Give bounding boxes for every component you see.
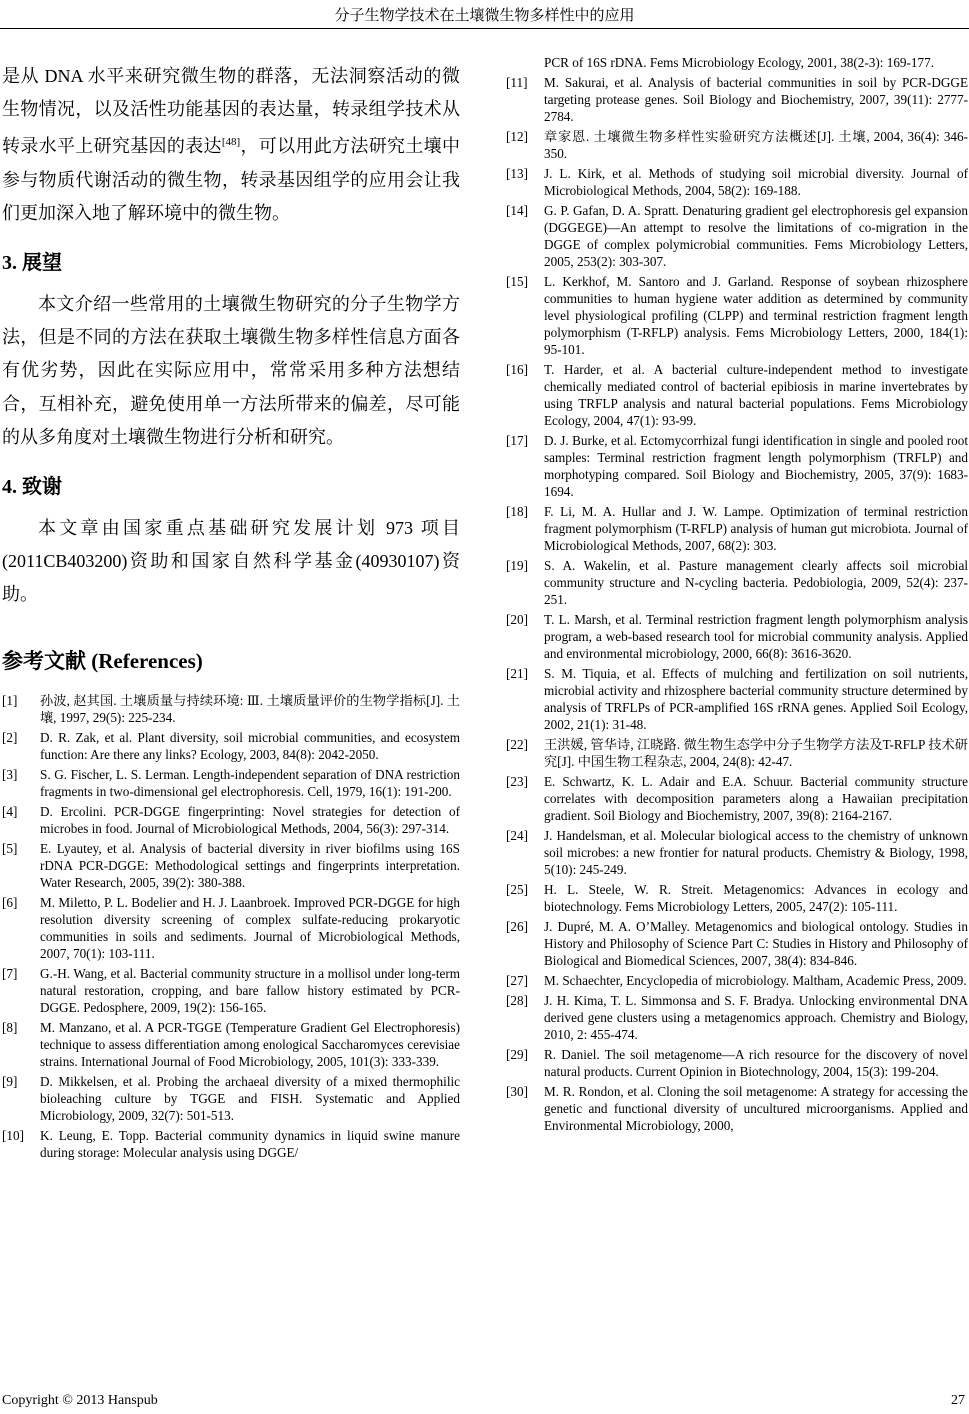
reference-number: [24] — [506, 828, 528, 843]
reference-item — [506, 165, 968, 199]
reference-item — [506, 273, 968, 358]
reference-item — [506, 557, 968, 608]
reference-number: [3] — [2, 766, 18, 782]
reference-text: 章家恩. 土壤微生物多样性实验研究方法概述[J]. 土壤, 2004, 36(4): 346-350. — [544, 129, 968, 161]
reference-text: D. J. Burke, et al. Ectomycorrhizal fungi identification in single and pooled root samples: Terminal restriction fragment length polymorphism (TRFLP) and morphotyping compared. Soil Biology and Biochemistry, 2005, 37(9): 1683-1694. — [544, 433, 968, 499]
reference-number: [14] — [506, 203, 528, 218]
reference-item — [506, 827, 968, 878]
reference-text: M. Miletto, P. L. Bodelier and H. J. Laanbroek. Improved PCR-DGGE for high resolution diversity screening of complex sulfate-reducing prokaryotic communities in soils and sediments. Journal of Microbiological Methods, 2007, 70(1): 103-111. — [40, 894, 460, 961]
reference-number: [26] — [506, 919, 528, 934]
reference-number: [30] — [506, 1084, 528, 1099]
reference-text: J. H. Kima, T. L. Simmonsa and S. F. Bradya. Unlocking environmental DNA derived gene clusters using a metagenomics approach. Chemistry and Biology, 2010, 2: 455-474. — [544, 993, 968, 1042]
reference-number: [18] — [506, 504, 528, 519]
reference-number: [2] — [2, 729, 18, 745]
heading-outlook: 3. 展望 — [2, 252, 62, 275]
reference-text: S. A. Wakelin, et al. Pasture management clearly affects soil microbial community structure and N-cycling bacteria. Pedobiologia, 2009, 52(4): 237-251. — [544, 558, 968, 607]
reference-number: [23] — [506, 774, 528, 789]
footer-page-number: 27 — [951, 1393, 965, 1408]
reference-text: T. Harder, et al. A bacterial culture-independent method to investigate chemically mediated control of bacterial epibiosis in marine invertebrates by using TRFLP analysis and natural bacterial populations. Fems Microbiology Ecology, 2004, 47(1): 93-99. — [544, 362, 968, 428]
reference-number: [5] — [2, 840, 18, 856]
reference-text: F. Li, M. A. Hullar and J. W. Lampe. Optimization of terminal restriction fragment polymorphism (T-RFLP) analysis of human gut microbiota. Journal of Microbiological Methods, 2007, 68(2): 303. — [544, 504, 968, 553]
reference-number: [28] — [506, 993, 528, 1008]
heading-references: 参考文献 (References) — [2, 648, 203, 673]
reference-item — [2, 965, 460, 1016]
reference-item — [506, 665, 968, 733]
reference-item — [2, 894, 460, 962]
reference-number: [27] — [506, 973, 528, 988]
intro-text-tail: ，可以用此方法研究土壤中参与物质代谢活动的微生物，转录基因组学的应用会让我们更加深入地了解环境中的微生物。 — [2, 136, 461, 223]
reference-text: S. M. Tiquia, et al. Effects of mulching and fertilization on soil nutrients, microbial activity and rhizosphere bacterial community structure determined by analysis of TRFLPs of PCR-amplified 16S rRNA genes. Applied Soil Ecology, 2002, 21(1): 31-48. — [544, 666, 968, 732]
reference-item — [2, 803, 460, 837]
reference-text: M. Manzano, et al. A PCR-TGGE (Temperature Gradient Gel Electrophoresis) technique to assess differentiation among enological Saccharomyces cerevisiae strains. International Journal of Food Microbiology, 2005, 101(3): 333-339. — [40, 1019, 460, 1069]
reference-item — [506, 361, 968, 429]
reference-number: [7] — [2, 965, 18, 981]
acknowledgements-paragraph: 本文章由国家重点基础研究发展计划 973 项目(2011CB403200)资助和国家自然科学基金(40930107)资助。 — [2, 518, 460, 605]
reference-item — [506, 992, 968, 1043]
reference-number: [8] — [2, 1019, 18, 1035]
reference-item — [506, 503, 968, 554]
reference-number: [13] — [506, 166, 528, 181]
reference-text: E. Schwartz, K. L. Adair and E.A. Schuur. Bacterial community structure correlates with decomposition parameters along a Hawaiian precipitation gradient. Soil Biology and Biochemistry, 2007, 39(8): 2164-2167. — [544, 774, 968, 823]
reference-item — [506, 972, 968, 989]
header-rule — [0, 28, 969, 29]
reference-number: [6] — [2, 894, 18, 910]
reference-item — [506, 773, 968, 824]
reference-item — [506, 128, 968, 162]
reference-number: [21] — [506, 666, 528, 681]
reference-number: [17] — [506, 433, 528, 448]
reference-item — [506, 54, 968, 71]
running-header: 分子生物学技术在土壤微生物多样性中的应用 — [334, 8, 635, 24]
reference-text: PCR of 16S rDNA. Fems Microbiology Ecology, 2001, 38(2-3): 169-177. — [544, 55, 934, 70]
reference-text: D. R. Zak, et al. Plant diversity, soil microbial communities, and ecosystem function: Are there any links? Ecology, 2003, 84(8): 2042-2050. — [40, 729, 460, 762]
reference-number: [10] — [2, 1127, 24, 1143]
reference-text: E. Lyautey, et al. Analysis of bacterial diversity in river biofilms using 16S rDNA PCR-DGGE: Methodological settings and fingerprints interpretation. Water Research, 2005, 39(2): 380-388. — [40, 840, 460, 890]
reference-text: J. Dupré, M. A. O’Malley. Metagenomics and biological ontology. Studies in History and Philosophy of Science Part C: Studies in History and Philosophy of Biological and Biomedical Sciences, 2007, 38(4): 834-846. — [544, 919, 968, 968]
reference-text: J. Handelsman, et al. Molecular biological access to the chemistry of unknown soil microbes: a new frontier for natural products. Chemistry & Biology, 1998, 5(10): 245-249. — [544, 828, 968, 877]
reference-item — [2, 692, 460, 726]
reference-text: D. Mikkelsen, et al. Probing the archaeal diversity of a mixed thermophilic bioleaching culture by TGGE and FISH. Systematic and Applied Microbiology, 2009, 32(7): 501-513. — [40, 1073, 460, 1123]
reference-number: [1] — [2, 692, 18, 708]
reference-item — [2, 1073, 460, 1124]
citation-48: [48] — [221, 136, 241, 149]
reference-number: [29] — [506, 1047, 528, 1062]
reference-item — [2, 1019, 460, 1070]
reference-item — [2, 766, 460, 800]
reference-number: [25] — [506, 882, 528, 897]
reference-list-left — [2, 692, 460, 1161]
reference-text: H. L. Steele, W. R. Streit. Metagenomics: Advances in ecology and biotechnology. Fems Microbiology Letters, 2005, 247(2): 105-111. — [544, 882, 968, 914]
reference-item — [2, 1127, 460, 1161]
reference-text: R. Daniel. The soil metagenome—A rich resource for the discovery of novel natural products. Current Opinion in Biotechnology, 2004, 15(3): 199-204. — [544, 1047, 968, 1079]
reference-text: M. Sakurai, et al. Analysis of bacterial communities in soil by PCR-DGGE targeting protease genes. Soil Biology and Biochemistry, 2007, 39(11): 2777-2784. — [544, 75, 968, 124]
reference-item — [506, 611, 968, 662]
reference-list-right — [506, 54, 968, 1134]
intro-paragraph — [2, 60, 460, 230]
reference-text: J. L. Kirk, et al. Methods of studying soil microbial diversity. Journal of Microbiological Methods, 2004, 58(2): 169-188. — [544, 166, 968, 198]
reference-number: [22] — [506, 737, 528, 752]
right-column — [506, 54, 968, 1137]
left-column — [2, 60, 460, 1164]
reference-item — [506, 881, 968, 915]
reference-item — [506, 432, 968, 500]
reference-item — [506, 1083, 968, 1134]
reference-text: L. Kerkhof, M. Santoro and J. Garland. Response of soybean rhizosphere communities to human hygiene water addition as determined by community level physiological profiling (CLPP) and terminal restriction fragment length polymorphism (T-RFLP) analysis. Fems Microbiology Letters, 2000, 184(1): 95-101. — [544, 274, 968, 357]
intro-text: 是从 DNA 水平来研究微生物的群落，无法洞察活动的微生物情况，以及活性功能基因的表达量，转录组学技术从转录水平上研究基因的表达 — [2, 66, 460, 157]
reference-number: [9] — [2, 1073, 18, 1089]
reference-number: [11] — [506, 75, 528, 90]
outlook-paragraph: 本文介绍一些常用的土壤微生物研究的分子生物学方法，但是不同的方法在获取土壤微生物多样性信息方面各有优劣势，因此在实际应用中，常常采用多种方法想结合，互相补充，避免使用单一方法所带来的偏差，尽可能的从多角度对土壤微生物进行分析和研究。 — [2, 294, 460, 447]
reference-item — [506, 736, 968, 770]
reference-text: T. L. Marsh, et al. Terminal restriction fragment length polymorphism analysis program, a web-based research tool for microbial community analysis. Applied and environmental microbiology, 2000, 66(8): 3616-3620. — [544, 612, 968, 661]
reference-text: G.-H. Wang, et al. Bacterial community structure in a mollisol under long-term natural restoration, cropping, and bare fallow history estimated by PCR-DGGE. Pedosphere, 2009, 19(2): 156-165. — [40, 965, 460, 1015]
reference-number: [19] — [506, 558, 528, 573]
reference-number: [4] — [2, 803, 18, 819]
reference-number — [506, 54, 544, 71]
reference-item — [2, 729, 460, 763]
reference-item — [2, 840, 460, 891]
heading-acknowledgements: 4. 致谢 — [2, 476, 62, 499]
reference-item — [506, 202, 968, 270]
reference-item — [506, 1046, 968, 1080]
reference-text: D. Ercolini. PCR-DGGE fingerprinting: Novel strategies for detection of microbes in food. Journal of Microbiological Methods, 2004, 56(3): 297-314. — [40, 803, 460, 836]
footer-copyright: Copyright © 2013 Hanspub — [2, 1393, 158, 1408]
reference-number: [15] — [506, 274, 528, 289]
reference-item — [506, 74, 968, 125]
reference-text: 王洪媛, 管华诗, 江晓路. 微生物生态学中分子生物学方法及T-RFLP 技术研究[J]. 中国生物工程杂志, 2004, 24(8): 42-47. — [544, 737, 968, 769]
reference-number: [16] — [506, 362, 528, 377]
reference-text: S. G. Fischer, L. S. Lerman. Length-independent separation of DNA restriction fragments in two-dimensional gel electrophoresis. Cell, 1979, 16(1): 191-200. — [40, 766, 460, 799]
reference-text: M. Schaechter, Encyclopedia of microbiology. Maltham, Academic Press, 2009. — [544, 973, 967, 988]
reference-text: G. P. Gafan, D. A. Spratt. Denaturing gradient gel electrophoresis gel expansion (DGGEGE)—An attempt to resolve the limitations of co-migration in the DGGE of complex polymicrobial communities. Fems Microbiology Letters, 2005, 253(2): 303-307. — [544, 203, 968, 269]
reference-number: [20] — [506, 612, 528, 627]
reference-text: K. Leung, E. Topp. Bacterial community dynamics in liquid swine manure during storage: Molecular analysis using DGGE/ — [40, 1127, 460, 1160]
reference-text: M. R. Rondon, et al. Cloning the soil metagenome: A strategy for accessing the genetic and functional diversity of uncultured microorganisms. Applied and Environmental Microbiology, 2000, — [544, 1084, 968, 1133]
reference-number: [12] — [506, 129, 528, 144]
reference-item — [506, 918, 968, 969]
reference-text: 孙波, 赵其国. 土壤质量与持续环境: Ⅲ. 土壤质量评价的生物学指标[J]. 土壤, 1997, 29(5): 225-234. — [40, 692, 460, 725]
